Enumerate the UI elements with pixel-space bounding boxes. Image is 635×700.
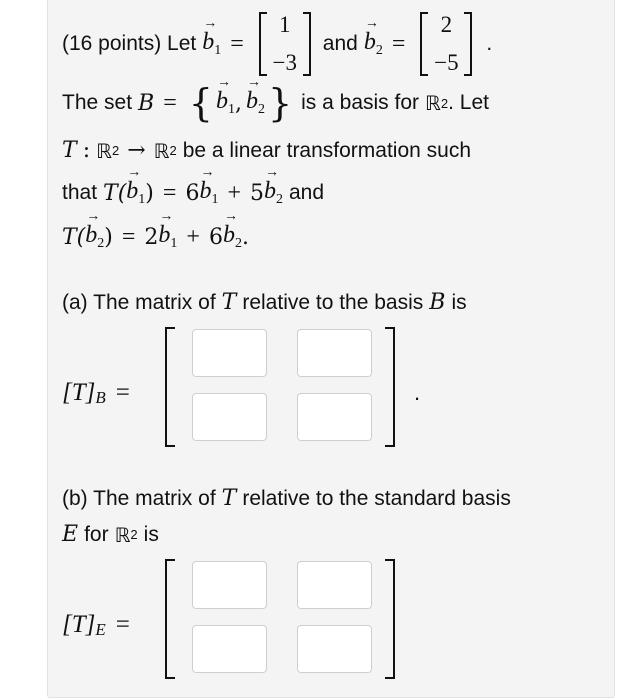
- period: .: [414, 380, 421, 405]
- matrix-B-cell-1-2[interactable]: [297, 329, 372, 377]
- reals-symbol: ℝ: [96, 138, 112, 163]
- vector-b2: $b_2$ →: [85, 222, 104, 252]
- basis-line: [62, 81, 489, 125]
- text: relative to the basis: [242, 290, 424, 314]
- math: ): [145, 180, 154, 206]
- superscript: 2: [111, 143, 120, 158]
- math: T(: [103, 180, 127, 206]
- T-E-label: [T] E =: [62, 611, 130, 639]
- T-b1-line: [62, 178, 324, 208]
- T-symbol: T: [221, 290, 237, 315]
- vector-b1: $b_1$ →: [158, 222, 177, 252]
- colon: :: [82, 138, 91, 163]
- equals: =: [230, 30, 244, 57]
- text: be a linear transformation such: [182, 138, 472, 162]
- left-bracket: [165, 327, 175, 447]
- intro-text: (16 points) Let: [62, 32, 197, 55]
- matrix-T-E: [165, 559, 395, 679]
- T-symbol: T: [221, 486, 237, 511]
- period: .: [241, 224, 249, 250]
- basis-B: B: [429, 290, 446, 315]
- b1-column-vector: 1 −3: [259, 12, 311, 76]
- coefficient: 5: [249, 180, 264, 206]
- part-b-prompt-line1: [62, 486, 511, 511]
- vector-b2: $b_2$ →: [364, 29, 383, 59]
- matrix-B-cell-2-1[interactable]: [192, 393, 267, 441]
- arrow: →: [127, 138, 146, 163]
- text: for: [84, 522, 109, 546]
- reals-symbol: ℝ: [425, 91, 441, 115]
- matrix-E-cell-2-1[interactable]: [192, 625, 267, 673]
- right-bracket: [385, 559, 395, 679]
- coefficient: 6: [185, 180, 200, 206]
- coefficient: 6: [208, 224, 223, 250]
- plus: +: [186, 223, 200, 250]
- set-B: B: [138, 90, 155, 116]
- b2-column-vector: 2 −5: [420, 12, 472, 76]
- superscript: 2: [169, 143, 177, 158]
- vector-b2: $b_2$ →: [246, 88, 265, 118]
- text: and: [288, 181, 325, 204]
- matrix-T-B: [165, 327, 395, 447]
- vector-b1: $b_1$ →: [216, 88, 235, 118]
- vector-b1: $b_1$ →: [199, 178, 218, 208]
- superscript: 2: [130, 527, 138, 542]
- left-brace: {: [188, 81, 213, 125]
- equals: =: [121, 223, 136, 250]
- period: .: [486, 32, 493, 55]
- reals-symbol: ℝ: [153, 138, 170, 163]
- text: is a basis for: [301, 91, 420, 114]
- math: T(: [62, 224, 86, 250]
- text: is: [143, 522, 159, 546]
- vector-b1: $b_1$ →: [202, 29, 221, 59]
- basis-E: E: [62, 522, 79, 547]
- text: (b) The matrix of: [62, 486, 216, 510]
- text: . Let: [448, 91, 489, 114]
- right-brace: }: [267, 81, 293, 125]
- matrix-B-cell-2-2[interactable]: [297, 393, 372, 441]
- text: that: [62, 181, 98, 204]
- T-b2-line: [62, 222, 249, 252]
- matrix-B-cell-1-1[interactable]: [192, 329, 267, 377]
- vector-b2: $b_2$ →: [264, 178, 283, 208]
- vector-b2: $b_2$ →: [223, 222, 242, 252]
- T-symbol: T: [62, 138, 77, 163]
- part-b-prompt-line2: [62, 522, 159, 547]
- plus: +: [227, 179, 241, 206]
- right-bracket: [385, 327, 395, 447]
- matrix-E-cell-1-1[interactable]: [192, 561, 267, 609]
- text: is: [451, 290, 467, 314]
- transformation-line: [62, 138, 471, 163]
- vector-b1: $b_1$ →: [126, 178, 145, 208]
- matrix-E-cell-2-2[interactable]: [297, 625, 372, 673]
- text: (a) The matrix of: [62, 290, 216, 314]
- coefficient: 2: [144, 224, 159, 250]
- text: relative to the standard basis: [242, 486, 511, 510]
- comma: ,: [234, 90, 242, 116]
- text: The set: [62, 91, 133, 114]
- equals: =: [162, 179, 177, 206]
- superscript: 2: [440, 95, 449, 111]
- intro-line: [62, 12, 492, 76]
- part-a-prompt: [62, 290, 467, 315]
- and-text: and: [322, 32, 358, 55]
- equals: =: [163, 89, 177, 116]
- T-B-label: [T] B =: [62, 379, 130, 407]
- left-bracket: [165, 559, 175, 679]
- math: ): [104, 224, 113, 250]
- reals-symbol: ℝ: [114, 522, 131, 547]
- equals: =: [391, 30, 406, 57]
- matrix-E-cell-1-2[interactable]: [297, 561, 372, 609]
